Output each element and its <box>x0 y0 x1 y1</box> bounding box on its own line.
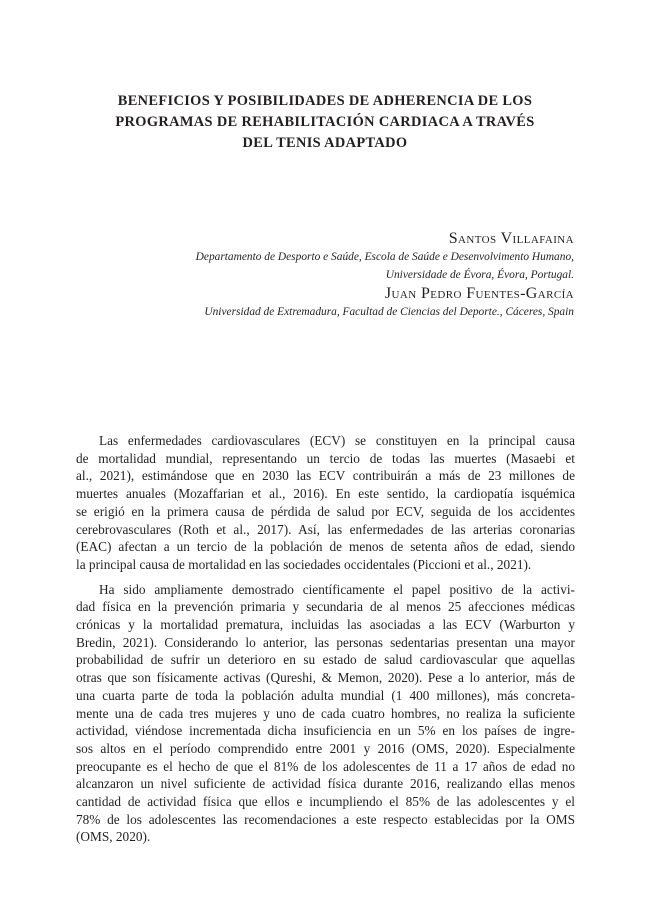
text-line: se erigió en la primera causa de pérdida de salud por ECV, seguida de los accidentes <box>76 503 575 519</box>
text-line: alcanzaron un nivel suficiente de actividad física durante 2016, realizando ellas menos <box>76 776 575 792</box>
text-line: (OMS, 2020). <box>76 829 151 845</box>
title-line: PROGRAMAS DE REHABILITACIÓN CARDIACA A TRAVÉS <box>115 114 535 130</box>
text-line: cerebrovasculares (Roth et al., 2017). Así, las enfermedades de las arterias coronarias <box>76 521 575 537</box>
text-line: crónicas y la mortalidad prematura, incluidas las asociadas a las ECV (Warburton y <box>76 617 575 633</box>
text-line: otras que son físicamente activas (Qureshi, & Memon, 2020). Pese a lo anterior, más de <box>76 670 575 686</box>
title-line: BENEFICIOS Y POSIBILIDADES DE ADHERENCIA DE LOS <box>117 93 533 109</box>
author-affiliation-line: Universidad de Extremadura, Facultad de Ciencias del Deporte., Cáceres, Spain <box>204 306 574 318</box>
text-line: (EAC) afectan a un tercio de la población de menos de setenta años de edad, siendo <box>76 539 575 555</box>
body-text <box>76 432 575 853</box>
text-line: Las enfermedades cardiovasculares (ECV) se constituyen en la principal causa <box>99 433 575 448</box>
author-block <box>100 229 574 322</box>
text-line: preocupante es el hecho de que el 81% de los adolescentes de 11 a 17 años de edad no <box>76 758 575 774</box>
author-affiliation-line: Universidade de Évora, Évora, Portugal. <box>385 268 574 281</box>
text-line: Ha sido ampliamente demostrado científicamente el papel positivo de la activi- <box>99 581 575 597</box>
text-line: dad física en la prevención primaria y secundaria de al menos 25 afecciones médicas <box>76 599 575 615</box>
paragraph <box>76 432 575 574</box>
text-line: muertes anuales (Mozaffarian et al., 2016). En este sentido, la cardiopatía isquémica <box>76 486 575 502</box>
text-line: cantidad de actividad física que ellos e incumpliendo el 85% de las adolescentes y el <box>76 794 575 810</box>
text-line: actividad, viéndose incrementada dicha insuficiencia en un 5% en los países de ingre- <box>76 723 575 739</box>
title-line: DEL TENIS ADAPTADO <box>242 135 408 151</box>
article-title <box>74 91 576 154</box>
text-line: sos altos en el período comprendido entre 2001 y 2016 (OMS, 2020). Especialmente <box>76 740 575 756</box>
paragraph <box>76 581 575 847</box>
author-affiliation-line: Departamento de Desporto e Saúde, Escola de Saúde e Desenvolvimento Humano, <box>195 251 574 263</box>
text-line: mente una de cada tres mujeres y uno de cada cuatro hombres, no realiza la suficiente <box>76 705 575 721</box>
text-line: al., 2021), estimándose que en 2030 las ECV contribuirán a más de 23 millones de <box>76 468 575 484</box>
text-line: la principal causa de mortalidad en las sociedades occidentales (Piccioni et al., 2021). <box>76 556 532 572</box>
text-line: Bredin, 2021). Considerando lo anterior, las personas sedentarias presentan una mayor <box>76 634 575 650</box>
author-name: Juan Pedro Fuentes-García <box>384 285 574 302</box>
author-name: Santos Villafaina <box>448 230 574 247</box>
text-line: de mortalidad mundial, representando un tercio de todas las muertes (Masaebi et <box>76 450 575 466</box>
text-line: una cuarta parte de toda la población adulta mundial (1 400 millones), más concreta- <box>76 687 575 703</box>
text-line: 78% de los adolescentes las recomendaciones a este respecto establecidas por la OMS <box>76 811 575 827</box>
text-line: probabilidad de sufrir un deterioro en su estado de salud cardiovascular que aquellas <box>76 652 575 668</box>
